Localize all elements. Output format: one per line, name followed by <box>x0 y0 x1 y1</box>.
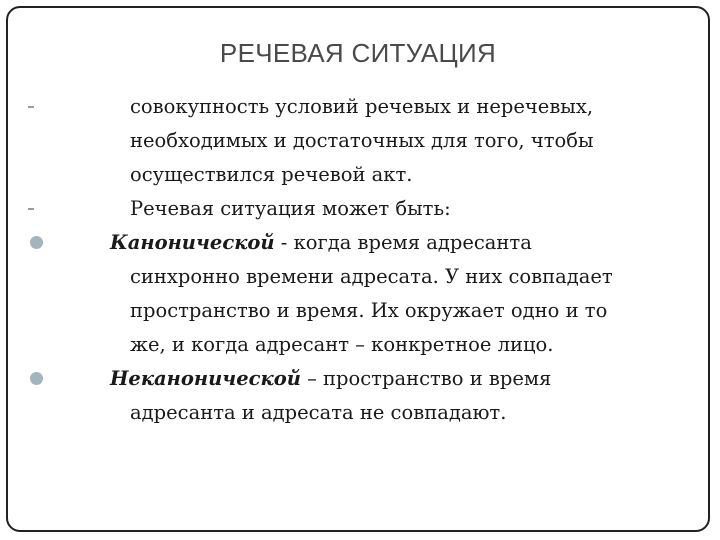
list-line <box>110 362 688 396</box>
first-line-rest: – пространство и время <box>300 367 552 390</box>
list-line: адресанта и адресата не совпадают. <box>130 401 507 424</box>
list-line: осуществился речевой акт. <box>130 163 413 186</box>
emphasis-term: Неканонической <box>110 367 301 390</box>
first-line-rest: - когда время адресанта <box>274 231 532 254</box>
list-line: необходимых и достаточных для того, чтобы <box>130 129 594 152</box>
slide-frame <box>6 6 710 532</box>
list-line: совокупность условий речевых и неречевых, <box>130 95 594 118</box>
emphasis-term: Канонической <box>110 231 275 254</box>
list-item-canonical <box>28 226 688 362</box>
list-line: Речевая ситуация может быть: <box>130 197 451 220</box>
slide-title: РЕЧЕВАЯ СИТУАЦИЯ <box>219 38 497 68</box>
dash-marker <box>26 90 46 124</box>
list-line: же, и когда адресант – конкретное лицо. <box>130 333 554 356</box>
list-item-types <box>28 192 688 226</box>
list-line <box>110 226 688 260</box>
list-item-noncanonical <box>28 362 688 430</box>
bullet-dot-icon <box>28 362 48 396</box>
slide-body <box>28 90 688 430</box>
list-line: синхронно времени адресата. У них совпадает <box>130 265 613 288</box>
dash-marker <box>26 192 46 226</box>
list-item-definition <box>28 90 688 192</box>
bullet-dot-icon <box>28 226 48 260</box>
list-line: пространство и время. Их окружает одно и то <box>130 299 608 322</box>
